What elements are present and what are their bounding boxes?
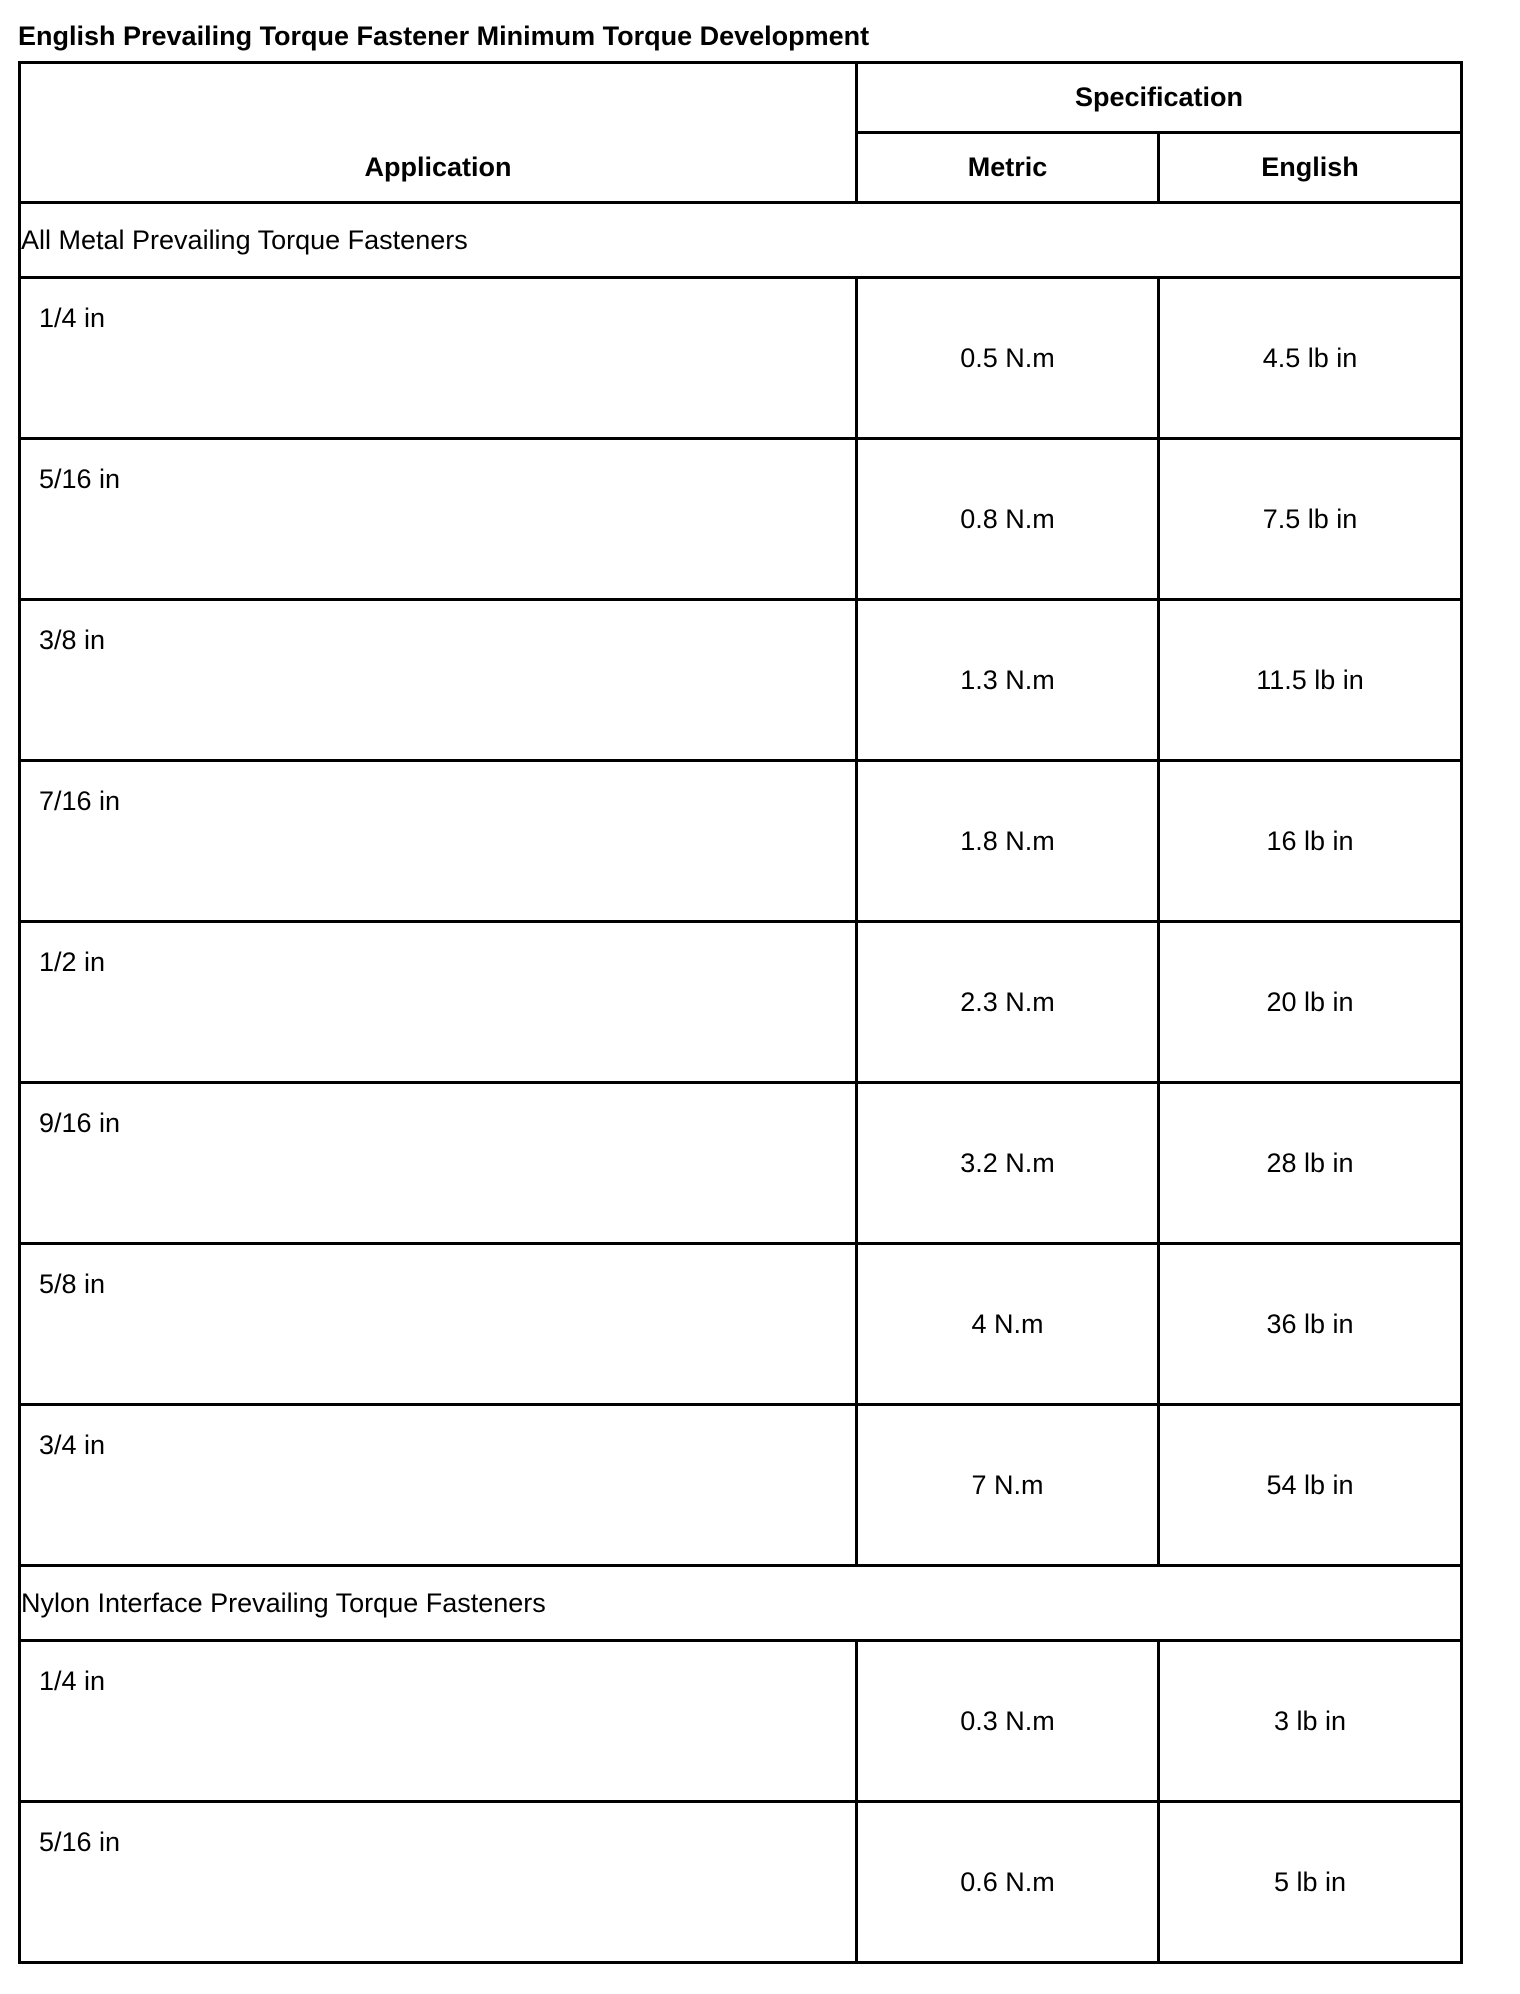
torque-spec-table: [18, 61, 1463, 1964]
application-cell: 5/8 in: [20, 1244, 857, 1405]
table-row: [20, 1244, 1462, 1405]
metric-value-cell: 0.3 N.m: [857, 1641, 1159, 1802]
english-value-cell: 28 lb in: [1159, 1083, 1462, 1244]
english-value-cell: 4.5 lb in: [1159, 278, 1462, 439]
application-cell: 5/16 in: [20, 439, 857, 600]
table-row: [20, 278, 1462, 439]
table-body: [20, 203, 1462, 1963]
application-cell: 3/8 in: [20, 600, 857, 761]
application-cell: 7/16 in: [20, 761, 857, 922]
metric-value-cell: 3.2 N.m: [857, 1083, 1159, 1244]
table-row: [20, 761, 1462, 922]
application-cell: 5/16 in: [20, 1802, 857, 1963]
metric-value-cell: 0.6 N.m: [857, 1802, 1159, 1963]
table-row: [20, 600, 1462, 761]
metric-value-cell: 2.3 N.m: [857, 922, 1159, 1083]
application-column-header: Application: [20, 63, 857, 203]
header-row-1: [20, 63, 1462, 133]
application-cell: 9/16 in: [20, 1083, 857, 1244]
english-value-cell: 3 lb in: [1159, 1641, 1462, 1802]
english-value-cell: 7.5 lb in: [1159, 439, 1462, 600]
metric-value-cell: 0.5 N.m: [857, 278, 1159, 439]
english-value-cell: 16 lb in: [1159, 761, 1462, 922]
metric-value-cell: 4 N.m: [857, 1244, 1159, 1405]
metric-value-cell: 1.8 N.m: [857, 761, 1159, 922]
group-label: All Metal Prevailing Torque Fasteners: [20, 203, 1462, 278]
english-value-cell: 54 lb in: [1159, 1405, 1462, 1566]
application-cell: 3/4 in: [20, 1405, 857, 1566]
table-row: [20, 1083, 1462, 1244]
metric-column-header: Metric: [857, 133, 1159, 203]
group-label: Nylon Interface Prevailing Torque Fasteners: [20, 1566, 1462, 1641]
application-cell: 1/4 in: [20, 278, 857, 439]
english-column-header: English: [1159, 133, 1462, 203]
english-value-cell: 5 lb in: [1159, 1802, 1462, 1963]
group-row-nylon-interface: [20, 1566, 1462, 1641]
specification-column-header: Specification: [857, 63, 1462, 133]
table-row: [20, 1802, 1462, 1963]
table-row: [20, 1405, 1462, 1566]
english-value-cell: 36 lb in: [1159, 1244, 1462, 1405]
group-row-all-metal: [20, 203, 1462, 278]
document-title: English Prevailing Torque Fastener Minimum Torque Development: [18, 21, 870, 51]
application-cell: 1/4 in: [20, 1641, 857, 1802]
table-row: [20, 439, 1462, 600]
metric-value-cell: 1.3 N.m: [857, 600, 1159, 761]
table-header: [20, 63, 1462, 203]
table-row: [20, 1641, 1462, 1802]
metric-value-cell: 0.8 N.m: [857, 439, 1159, 600]
english-value-cell: 20 lb in: [1159, 922, 1462, 1083]
table-row: [20, 922, 1462, 1083]
application-cell: 1/2 in: [20, 922, 857, 1083]
metric-value-cell: 7 N.m: [857, 1405, 1159, 1566]
english-value-cell: 11.5 lb in: [1159, 600, 1462, 761]
